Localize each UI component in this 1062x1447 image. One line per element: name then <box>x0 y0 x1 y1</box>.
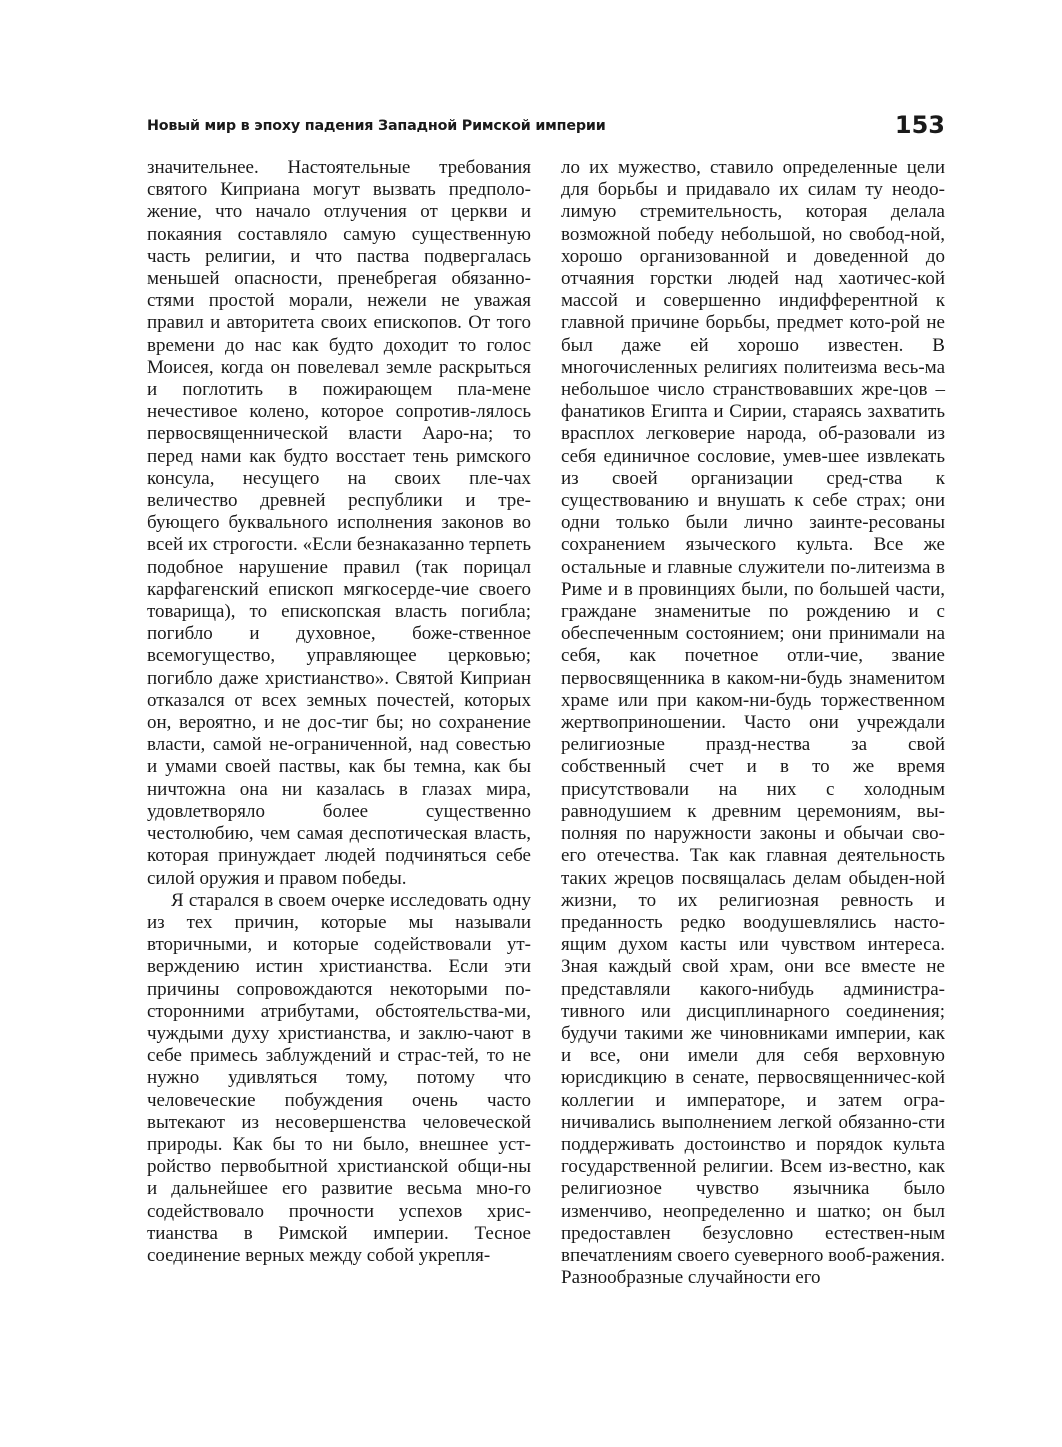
paragraph: значительнее. Настоятельные требования святого Киприана могут вызвать предполо-жение, что начало отлучения от церкви и покаяния составляло самую существенную часть религии, и что паства подвергалась меньшей опасности, пренебрегая обязанно-стями простой морали, нежели не уважая правил и авторитета своих епископов. От того времени до нас как будто доходит то голос Моисея, когда он повелевал земле раскрыться и поглотить в пожирающем пла-мене нечестивое колено, которое сопротив-лялось первосвященнической власти Ааро-на; то перед нами как будто восстает тень римского консула, несущего на своих пле-чах величество древней республики и тре-бующего буквального исполнения законов во всей их строгости. «Если безнаказанно терпеть подобное нарушение правил (так порицал карфагенский епископ мягкосерде-чие своего товарища), то епископская власть погибла; погибло и духовное, боже-ственное всемогущество, управляющее церковью; погибло даже христианство». Святой Киприан отказался от всех земных почестей, которых он, вероятно, и не дос-тиг бы; но сохранение власти, самой не-ограниченной, над совестью и умами своей паствы, как бы темна, как бы ничтожна она ни казалась в глазах мира, удовлетворяло более существенно честолюбию, чем самая деспотическая власть, которая принуждает людей подчиняться себе силой оружия и правом победы. <box>147 157 531 889</box>
right-column <box>561 157 945 1289</box>
running-head <box>147 110 947 144</box>
running-title: Новый мир в эпоху падения Западной Римской империи <box>147 118 606 134</box>
paragraph: ло их мужество, ставило определенные цели для борьбы и придавало их силам ту неодо-лимую стремительность, которая делала возможной победу небольшой, но свобод-ной, хорошо организованной и доведенной до отчаяния горстки людей над хаотичес-кой массой и совершенно индифферентной к главной причине борьбы, предмет кото-рой не был даже ей хорошо известен. В многочисленных религиях политеизма весь-ма небольшое число странствовавших жре-цов – фанатиков Египта и Сирии, стараясь захватить врасплох легковерие народа, об-разовали из себя единичное сословие, умев-шее извлекать из своей организации сред-ства к существованию и внушать к себе страх; они одни только были лично заинте-ресованы сохранением языческого культа. Все же остальные и главные служители по-литеизма в Риме и в провинциях были, по большей части, граждане знаменитые по рождению и с обеспеченным состоянием; они принимали на себя, как почетное отли-чие, звание первосвященника в каком-ни-будь знаменитом храме или при каком-ни-будь торжественном жертвоприношении. Часто они учреждали религиозные празд-нества за свой собственный счет и в то же время присутствовали на них с холодным равнодушием к древним церемониям, вы-полняя по наружности законы и обычаи сво-его отечества. Так как главная деятельность таких жрецов посвящалась делам обыден-ной жизни, то их религиозная ревность и преданность редко воодушевлялись насто-ящим духом касты или чувством интереса. Зная каждый свой храм, они все вместе не представляли какого-нибудь администра-тивного или дисциплинарного соединения; будучи такими же чиновниками империи, как и все, они имели для себя верховную юрисдикцию в сенате, первосвященничес-кой коллегии и императоре, и затем огра-ничивались выполнением легкой обязанно-сти поддерживать достоинство и порядок культа государственной религии. Всем из-вестно, как религиозное чувство язычника было изменчиво, неопределенно и шатко; он был предоставлен безусловно естествен-ным впечатлениям своего суеверного вооб-ражения. Разнообразные случайности его <box>561 157 945 1289</box>
paragraph: Я старался в своем очерке исследовать одну из тех причин, которые мы называли вторичными, и которые содействовали ут-верждению истин христианства. Если эти причины сопровождаются некоторыми по-сторонними атрибутами, обстоятельства-ми, чуждыми духу христианства, и заклю-чают в себе примесь заблуждений и страс-тей, то не нужно удивляться тому, потому что человеческие побуждения очень часто вытекают из несовершенства человеческой природы. Как бы то ни было, внешнее уст-ройство первобытной христианской общи-ны и дальнейшее его развитие весьма мно-го содействовало прочности успехов хрис-тианства в Римской империи. Тесное соединение верных между собой укрепля- <box>147 889 531 1266</box>
left-column <box>147 157 531 1267</box>
page-number: 153 <box>894 111 945 139</box>
